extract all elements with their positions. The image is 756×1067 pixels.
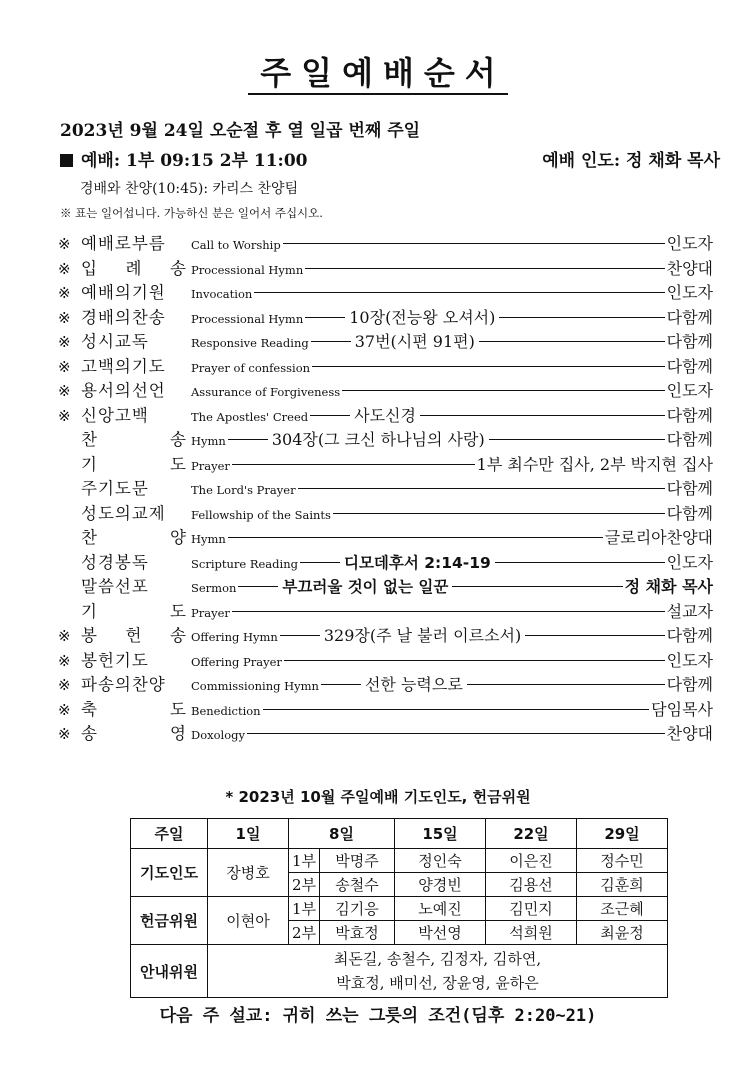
item-name: 경배의찬송 [81,307,166,327]
table-cell: 최윤정 [577,921,668,945]
item-detail: 329장(주 날 불러 이르소서) [323,626,522,645]
item-english: Commissioning Hymn [191,679,319,693]
stand-mark: ※ [58,333,71,351]
item-english: Offering Prayer [191,654,282,669]
leader-line [467,684,665,685]
order-item [58,426,713,451]
header-cell: 1일 [208,819,289,849]
item-name: 성시교독 [81,332,149,351]
leader-line [228,439,268,440]
item-english: Responsive Reading [191,336,309,350]
item-name: 기 도 [81,601,187,621]
item-leader: 다함께 [666,405,713,425]
item-name: 입 례 송 [81,258,187,278]
item-english: Doxology [191,728,246,742]
table-cell: 장병호 [208,849,289,897]
header-cell: 29일 [577,819,668,849]
leader-line [263,709,650,710]
item-english: Prayer [191,605,230,620]
leader-line [321,684,361,685]
item-leader: 정 채화 목사 [624,577,713,596]
praise-line: 경배와 찬양(10:45): 카리스 찬양팀 [80,181,299,197]
item-detail: 37번(시편 91편) [354,332,475,351]
item-name: 예배로부름 [81,234,166,253]
item-name: 예배의기원 [81,283,166,302]
item-english: Fellowship of the Saints [191,507,331,522]
table-cell: 조근혜 [577,897,668,921]
item-english: The Lord's Prayer [191,483,296,497]
leader-line [312,366,665,367]
order-item [58,573,713,598]
service-info [60,146,720,171]
roster-table [130,818,668,998]
order-item [58,451,713,476]
table-cell: 노예진 [395,897,486,921]
item-leader: 다함께 [666,356,713,376]
order-item [58,549,713,574]
page-title-text: 주일예배순서 [248,54,507,95]
item-english: The Apostles' Creed [191,409,309,424]
item-leader: 찬양대 [666,258,713,278]
page-title [0,48,756,94]
stand-mark: ※ [58,259,71,278]
item-leader: 다함께 [666,430,713,449]
table-cell: 정인숙 [395,849,486,873]
item-english: Sermon [191,581,237,595]
item-leader: 인도자 [666,381,713,400]
table-cell: 김용선 [486,873,577,897]
item-english: Hymn [191,532,226,546]
item-leader: 찬양대 [666,724,713,743]
leader-line [305,268,664,269]
part-label: 2부 [289,873,320,897]
order-item [58,255,713,280]
item-name: 신앙고백 [81,405,149,425]
stand-mark: ※ [58,308,71,327]
item-leader: 설교자 [666,601,713,621]
row-label-offering: 헌금위원 [131,897,208,945]
order-item [58,304,713,329]
stand-mark: ※ [58,382,71,400]
item-english: Call to Worship [191,238,281,252]
order-item [58,230,713,255]
leader-line [298,488,665,489]
order-item [58,377,713,402]
stand-mark: ※ [58,627,71,645]
standing-notice: ※ 표는 일어섭니다. 가능하신 분은 일어서 주십시오. [60,206,323,220]
leader-line [333,513,665,514]
order-item [58,328,713,353]
part-label: 2부 [289,921,320,945]
stand-mark: ※ [58,284,71,302]
service-times-text: 예배: 1부 09:15 2부 11:00 [81,151,308,171]
item-english: Processional Hymn [191,262,304,277]
item-name: 말씀선포 [81,577,149,596]
table-cell: 석희원 [486,921,577,945]
row-label-ushers: 안내위원 [131,945,208,998]
item-name: 고백의기도 [81,356,166,376]
table-title: * 2023년 10월 주일예배 기도인도, 헌금위원 [225,788,531,806]
order-item [58,598,713,623]
leader-line [232,464,475,465]
leader-line [238,586,278,587]
item-name: 용서의선언 [81,381,166,400]
item-detail: 사도신경 [354,405,416,425]
leader-line [232,611,665,612]
order-item [58,279,713,304]
item-leader: 글로리아찬양대 [604,528,713,547]
service-times [60,146,307,171]
leader-line [311,341,351,342]
leader-line [499,317,664,318]
row-label-prayer: 기도인도 [131,849,208,897]
order-item [58,524,713,549]
square-bullet-icon [60,154,73,167]
item-english: Prayer [191,458,230,473]
leader-line [495,562,665,563]
stand-mark: ※ [58,725,71,743]
item-english: Processional Hymn [191,311,304,326]
item-english: Assurance of Forgiveness [191,385,341,399]
stand-mark: ※ [58,406,71,425]
leader-line [452,586,622,587]
item-leader: 인도자 [666,650,713,670]
leader-line [228,537,603,538]
order-of-worship [58,230,713,745]
date-line: 2023년 9월 24일 오순절 후 열 일곱 번째 주일 [60,121,421,141]
item-leader: 다함께 [666,332,713,351]
order-item [58,353,713,378]
item-name: 봉헌기도 [81,650,149,670]
part-label: 1부 [289,849,320,873]
item-name: 파송의찬양 [81,675,166,694]
stand-mark: ※ [58,676,71,694]
item-english: Benediction [191,703,261,718]
item-leader: 인도자 [666,283,713,302]
part-label: 1부 [289,897,320,921]
table-row [131,945,668,998]
item-english: Scripture Reading [191,556,298,571]
table-cell: 박효정 [320,921,395,945]
item-detail: 부끄러울 것이 없는 일꾼 [282,578,449,596]
item-leader: 1부 최수만 집사, 2부 박지현 집사 [476,454,713,474]
table-cell: 박명주 [320,849,395,873]
stand-mark: ※ [58,235,71,253]
item-detail: 선한 능력으로 [364,675,463,694]
leader-line [247,733,665,734]
leader-line [310,415,350,416]
table-cell: 송철수 [320,873,395,897]
ushers-line: 최돈길, 송철수, 김정자, 김하연, [333,950,542,968]
leader-line [525,635,664,636]
item-detail: 304장(그 크신 하나님의 사랑) [271,430,485,449]
order-item [58,402,713,427]
header-cell: 8일 [289,819,395,849]
table-cell: 양경빈 [395,873,486,897]
order-item [58,500,713,525]
item-name: 찬 송 [81,430,187,449]
order-item [58,696,713,721]
item-name: 기 도 [81,454,187,474]
order-item [58,475,713,500]
ushers-line: 박효정, 배미선, 장윤영, 윤하은 [336,974,539,992]
order-item [58,647,713,672]
item-leader: 다함께 [666,307,713,327]
item-leader: 인도자 [666,234,713,253]
stand-mark: ※ [58,700,71,719]
stand-mark: ※ [58,651,71,670]
table-cell: 정수민 [577,849,668,873]
header-cell: 15일 [395,819,486,849]
item-leader: 인도자 [666,552,713,572]
item-detail: 디모데후서 2:14-19 [343,553,491,572]
item-english: Invocation [191,287,253,301]
leader-line [254,292,664,293]
leader-line [300,562,340,563]
leader-line [305,317,345,318]
table-cell: 김훈희 [577,873,668,897]
leader-line [479,341,665,342]
item-name: 축 도 [81,699,187,719]
table-cell: 이현아 [208,897,289,945]
table-header-row [131,819,668,849]
item-name: 송 영 [81,724,187,743]
table-cell: 박선영 [395,921,486,945]
item-leader: 다함께 [666,675,713,694]
item-leader: 다함께 [666,479,713,498]
item-leader: 다함께 [666,626,713,645]
table-cell: 이은진 [486,849,577,873]
order-item [58,622,713,647]
table-row [131,849,668,873]
header-cell: 22일 [486,819,577,849]
ushers-cell [208,945,668,998]
leader-line [420,415,665,416]
leader-line [489,439,665,440]
item-name: 주기도문 [81,479,149,498]
item-name: 찬 양 [81,528,187,547]
header-cell: 주일 [131,819,208,849]
leader-line [284,660,665,661]
table-row [131,897,668,921]
item-english: Prayer of confession [191,360,311,375]
item-name: 봉 헌 송 [81,626,187,645]
leader-line [283,243,665,244]
item-leader: 담임목사 [651,699,713,719]
stand-mark: ※ [58,357,71,376]
item-name: 성도의교제 [81,503,166,523]
item-leader: 다함께 [666,503,713,523]
item-english: Offering Hymn [191,630,278,644]
item-detail: 10장(전능왕 오셔서) [349,307,496,327]
service-leader: 예배 인도: 정 채화 목사 [542,151,720,171]
leader-line [342,390,664,391]
table-cell: 김민지 [486,897,577,921]
order-item [58,720,713,745]
item-name: 성경봉독 [81,552,149,572]
order-item [58,671,713,696]
leader-line [280,635,320,636]
item-english: Hymn [191,434,226,448]
table-cell: 김기응 [320,897,395,921]
next-sermon: 다음 주 설교: 귀히 쓰는 그릇의 조건(딤후 2:20~21) [159,1006,597,1026]
